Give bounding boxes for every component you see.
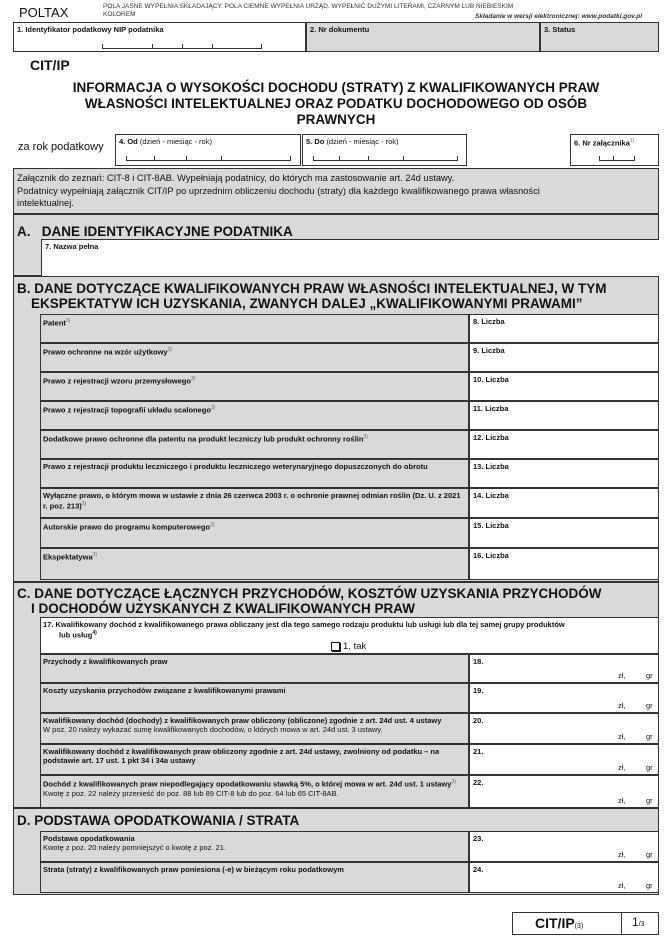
row-label: Autorskie prawo do programu komputerowego: [43, 522, 211, 532]
currency-gr: gr: [646, 671, 653, 680]
footnote-marker: 3): [81, 501, 87, 507]
date-from-ticks: [126, 156, 291, 161]
row-label: Koszty uzyskania przychodów związane z kwalifikowanymi prawami: [43, 686, 286, 695]
date-to-ticks: [313, 156, 458, 161]
row-label-cell: [40, 654, 469, 683]
row-input-field[interactable]: [469, 459, 659, 488]
row-input-field[interactable]: [469, 343, 659, 372]
row-label-cell: [40, 488, 469, 518]
footnote-marker: 3): [65, 318, 71, 324]
footnote-marker: 3): [210, 522, 215, 528]
full-name-field[interactable]: [41, 239, 659, 276]
section-b-title: B. DANE DOTYCZĄCE KWALIFIKOWANYCH PRAW WŁASNOŚCI INTELEKTUALNEJ, W TYM EKSPEKTATYW ICH UZYSKANIA, ZWANYCH DALEJ „KWALIFIKOWANYMI PRAWAMI”: [17, 281, 607, 311]
footnote-marker: 3): [190, 376, 196, 382]
row-input-field[interactable]: [469, 831, 659, 862]
row-label-cell: [40, 744, 469, 775]
footnote-marker: 3): [363, 434, 368, 440]
currency-zl: zł,: [618, 796, 626, 805]
row-input-field[interactable]: [469, 775, 659, 808]
row-field-number: 21.: [473, 747, 484, 756]
row-label-cell: [40, 683, 469, 713]
row-input-field[interactable]: [469, 314, 659, 343]
row-note: W poz. 20 należy wykazać sumę kwalifikowanych dochodów, o których mowa w art. 24d ust. 3 ustawy.: [43, 725, 383, 734]
section-a-title: A. DANE IDENTYFIKACYJNE PODATNIKA: [17, 224, 293, 239]
row-input-field[interactable]: [469, 683, 659, 713]
row-label: Patent: [43, 318, 66, 328]
row-input-field[interactable]: [469, 548, 659, 580]
electronic-submission-note: Składanie w wersji elektronicznej: www.podatki.gov.pl: [475, 13, 642, 20]
row-label: Dodatkowe prawo ochronne dla patentu na produkt leczniczy lub produkt ochronny roślin: [43, 434, 364, 444]
page-number: 1: [632, 915, 639, 929]
footnote-marker: 3): [167, 347, 173, 353]
row-label-cell: [40, 343, 469, 372]
row-input-field[interactable]: [469, 744, 659, 775]
row-field-number: 18.: [473, 657, 484, 666]
attachment-number-label: 6. Nr załącznika$^{1)}$: [574, 138, 635, 148]
section-c-title: C. DANE DOTYCZĄCE ŁĄCZNYCH PRZYCHODÓW, KOSZTÓW UZYSKANIA PRZYCHODÓW I DOCHODÓW UZYSKANYCH Z KWALIFIKOWANYCH PRAW: [17, 586, 602, 616]
row-input-field[interactable]: [469, 518, 659, 548]
row-label: Ekspektatywa: [43, 552, 93, 562]
footer-form-code: [512, 912, 659, 935]
section-a: [13, 214, 659, 276]
currency-zl: zł,: [618, 732, 626, 741]
info-line: intelektualnej.: [17, 198, 74, 208]
row-input-field[interactable]: [469, 372, 659, 401]
row-field-number: 20.: [473, 716, 484, 725]
row-label-cell: [40, 862, 469, 893]
row-field-number: 22.: [473, 778, 484, 787]
row-label: Prawo z rejestracji produktu leczniczego i produktu leczniczego weterynaryjnego dopuszczonych do obrotu: [43, 462, 428, 471]
info-line: Podatnicy wypełniają załącznik CIT/IP po uprzednim obliczeniu dochodu (straty) dla każdego kwalifikowanego prawa własności: [17, 185, 540, 196]
date-to-label: 5. Do (dzień - miesiąc - rok): [306, 137, 399, 146]
q17-option[interactable]: 1. tak: [331, 641, 366, 652]
row-field-number: 14. Liczba: [473, 491, 509, 500]
row-field-number: 23.: [473, 834, 484, 843]
row-label: Prawo z rejestracji wzoru przemysłowego: [43, 376, 191, 386]
row-input-field[interactable]: [469, 401, 659, 430]
row-label: Prawo ochronne na wzór użytkowy: [43, 347, 168, 357]
footer-code: CIT/IP: [535, 915, 575, 931]
document-number-label: 2. Nr dokumentu: [310, 25, 370, 34]
date-to-field[interactable]: [302, 134, 467, 166]
footnote-marker: 3): [451, 779, 456, 785]
row-input-field[interactable]: [469, 713, 659, 744]
q17-label: 17. Kwalifikowany dochód z kwalifikowanego prawa obliczany jest dla tego samego rodzaju produktu lub usługi lub dla tej samej grupy produktów lub usług$^{4)}$: [43, 620, 565, 640]
nip-label: 1. Identyfikator podatkowy NIP podatnika: [17, 25, 164, 34]
footer-version: (3): [574, 923, 584, 930]
row-label-cell: [40, 459, 469, 488]
row-note: Kwotę z poz. 20 należy pomniejszyć o kwotę z poz. 21.: [43, 843, 227, 852]
row-field-number: 12. Liczba: [473, 433, 509, 442]
q17-field: [40, 617, 659, 654]
date-from-label: 4. Od (dzień - miesiąc - rok): [119, 137, 212, 146]
row-label: Kwalifikowany dochód z kwalifikowanych praw obliczony zgodnie z art. 24d ustawy, zwolniony od podatku – na podstawie art. 17 ust. 1 pkt 34 i 34a ustawy: [43, 747, 440, 765]
row-label: Prawo z rejestracji topografii układu scalonego: [43, 405, 211, 415]
footnote-marker: 3): [92, 552, 98, 558]
row-note: Kwotę z poz. 22 należy przenieść do poz. 88 lub 89 CIT-8 lub do poz. 64 lub 65 CIT-8AB.: [43, 788, 339, 798]
row-label: Podstawa opodatkowania: [43, 834, 135, 843]
currency-zl: zł,: [618, 850, 626, 859]
currency-gr: gr: [646, 732, 653, 741]
row-field-number: 9. Liczba: [473, 346, 505, 355]
row-field-number: 15. Liczba: [473, 521, 509, 530]
row-label: Kwalifikowany dochód (dochody) z kwalifikowanych praw obliczony (obliczone) zgodnie z art. 24d ust. 4 ustawy: [43, 716, 442, 725]
currency-gr: gr: [646, 796, 653, 805]
row-field-number: 19.: [473, 686, 484, 695]
fill-instructions: POLA JASNE WYPEŁNIA SKŁADAJĄCY. POLA CIEMNE WYPEŁNIA URZĄD. WYPEŁNIĆ DUŻYMI LITERAMI, CZARNYM LUB NIEBIESKIM KOLOREM: [103, 3, 514, 18]
row-field-number: 10. Liczba: [473, 375, 509, 384]
row-input-field[interactable]: [469, 488, 659, 518]
document-number-field: [306, 22, 540, 52]
status-label: 3. Status: [544, 25, 576, 34]
page-count: /3: [638, 921, 645, 928]
currency-gr: gr: [646, 881, 653, 890]
row-field-number: 16. Liczba: [473, 551, 509, 560]
status-field: [540, 22, 659, 52]
row-field-number: 24.: [473, 865, 484, 874]
currency-zl: zł,: [618, 881, 626, 890]
row-label: Przychody z kwalifikowanych praw: [43, 657, 168, 666]
nip-input-ticks: [102, 44, 262, 49]
currency-gr: gr: [646, 701, 653, 710]
poltax-logo: POLTAX: [19, 5, 69, 20]
form-title: INFORMACJA O WYSOKOŚCI DOCHODU (STRATY) Z KWALIFIKOWANYCH PRAW WŁASNOŚCI INTELEKTUALNEJ ORAZ PODATKU DOCHODOWEGO OD OSÓB PRAWNYCH: [72, 80, 600, 127]
currency-zl: zł,: [618, 701, 626, 710]
row-input-field[interactable]: [469, 862, 659, 893]
row-label: Wyłączne prawo, o którym mowa w ustawie z dnia 26 czerwca 2003 r. o ochronie prawnej odmian roślin (Dz. U. z 2021 r. poz. 213): [43, 491, 461, 511]
row-field-number: 11. Liczba: [473, 404, 509, 413]
currency-zl: zł,: [618, 671, 626, 680]
row-label-cell: [40, 401, 469, 430]
row-field-number: 13. Liczba: [473, 462, 509, 471]
attachment-number-ticks: [599, 156, 635, 161]
footnote-marker: 3): [210, 405, 216, 411]
row-label-cell: [40, 314, 469, 343]
form-code: CIT/IP: [30, 57, 70, 73]
row-label-cell: [40, 430, 469, 459]
currency-zl: zł,: [618, 763, 626, 772]
attachment-info-box: [13, 168, 659, 214]
attachment-number-field[interactable]: [570, 134, 659, 166]
full-name-label: 7. Nazwa pełna: [45, 242, 99, 251]
row-label-cell: [40, 831, 469, 862]
tax-year-label: za rok podatkowy: [18, 141, 104, 153]
date-from-field[interactable]: [115, 134, 301, 166]
row-label-cell: [40, 548, 469, 580]
row-label: Dochód z kwalifikowanych praw niepodlegający opodatkowaniu stawką 5%, o której mowa w art. 24d ust. 1 ustawy: [43, 779, 452, 789]
row-label-cell: [40, 775, 469, 808]
nip-field[interactable]: [13, 22, 306, 52]
row-input-field[interactable]: [469, 654, 659, 683]
row-input-field[interactable]: [469, 430, 659, 459]
currency-gr: gr: [646, 850, 653, 859]
currency-gr: gr: [646, 763, 653, 772]
checkbox[interactable]: [331, 642, 340, 651]
row-field-number: 8. Liczba: [473, 317, 505, 326]
row-label: Strata (straty) z kwalifikowanych praw poniesiona (-e) w bieżącym roku podatkowym: [43, 865, 344, 874]
row-label-cell: [40, 372, 469, 401]
section-d-title: D. PODSTAWA OPODATKOWANIA / STRATA: [17, 813, 300, 828]
row-label-cell: [40, 713, 469, 744]
row-label-cell: [40, 518, 469, 548]
info-line: Załącznik do zeznań: CIT-8 i CIT-8AB. Wypełniają podatnicy, do których ma zastosowanie art. 24d ustawy.: [17, 173, 455, 183]
